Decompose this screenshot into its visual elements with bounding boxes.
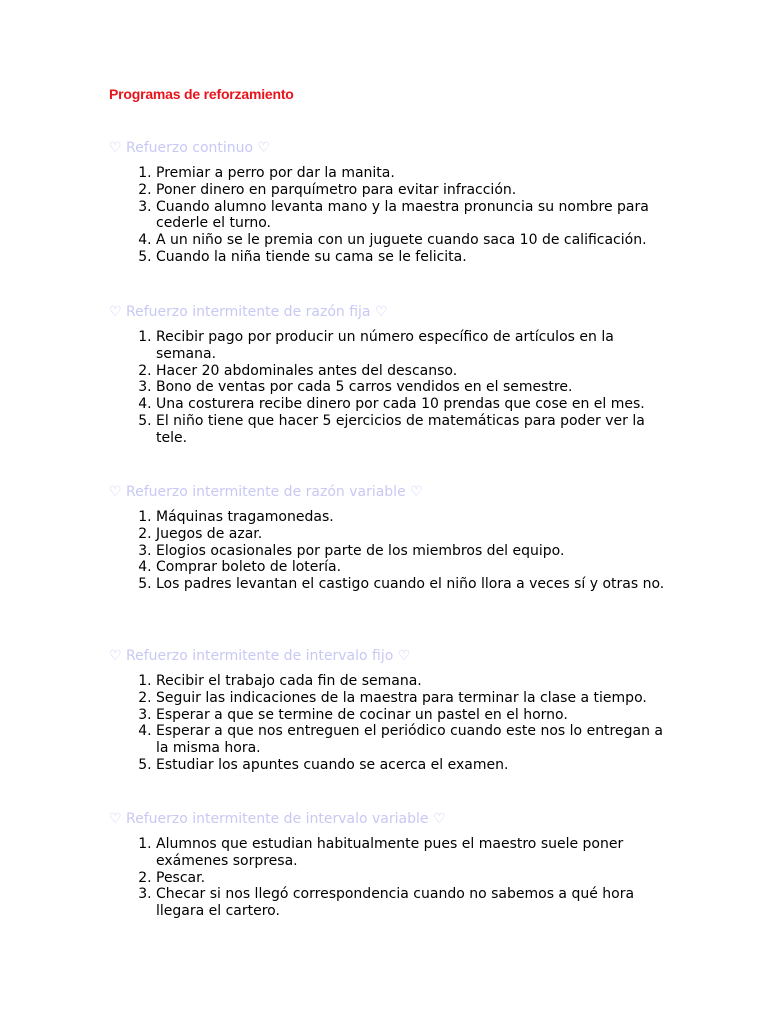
list-item: 2. Poner dinero en parquímetro para evitar infracción. [156, 182, 669, 199]
list-item: 1. Premiar a perro por dar la manita. [156, 165, 669, 182]
list-item: 1. Recibir el trabajo cada fin de semana. [156, 673, 669, 690]
document-title: Programas de reforzamiento [109, 86, 294, 102]
list-item: 2. Pescar. [156, 870, 669, 887]
list-item: 5. Los padres levantan el castigo cuando el niño llora a veces sí y otras no. [156, 576, 669, 593]
item-list [109, 673, 669, 774]
section-heading: ♡ Refuerzo intermitente de razón fija ♡ [109, 304, 388, 320]
list-item: 1. Recibir pago por producir un número específico de artículos en la semana. [156, 329, 669, 363]
item-list [109, 509, 669, 593]
list-item: 5. Estudiar los apuntes cuando se acerca el examen. [156, 757, 669, 774]
section-heading: ♡ Refuerzo intermitente de intervalo variable ♡ [109, 811, 446, 827]
list-item: 1. Máquinas tragamonedas. [156, 509, 669, 526]
list-item: 4. Comprar boleto de lotería. [156, 559, 669, 576]
list-item: 2. Hacer 20 abdominales antes del descanso. [156, 363, 669, 380]
item-list [109, 165, 669, 266]
list-item: 2. Seguir las indicaciones de la maestra para terminar la clase a tiempo. [156, 690, 669, 707]
list-item: 3. Checar si nos llegó correspondencia cuando no sabemos a qué hora llegara el cartero. [156, 886, 669, 920]
section-heading: ♡ Refuerzo intermitente de intervalo fijo ♡ [109, 648, 411, 664]
section-heading: ♡ Refuerzo continuo ♡ [109, 140, 271, 156]
section-heading: ♡ Refuerzo intermitente de razón variable ♡ [109, 484, 423, 500]
list-item: 3. Cuando alumno levanta mano y la maestra pronuncia su nombre para cederle el turno. [156, 199, 669, 233]
list-item: 4. A un niño se le premia con un juguete cuando saca 10 de calificación. [156, 232, 669, 249]
list-item: 3. Esperar a que se termine de cocinar un pastel en el horno. [156, 707, 669, 724]
section-razon-fija [109, 303, 669, 447]
list-item: 1. Alumnos que estudian habitualmente pues el maestro suele poner exámenes sorpresa. [156, 836, 669, 870]
section-intervalo-fijo [109, 647, 669, 774]
list-item: 4. Esperar a que nos entreguen el periódico cuando este nos lo entregan a la misma hora. [156, 723, 669, 757]
section-refuerzo-continuo [109, 139, 669, 266]
section-razon-variable [109, 483, 669, 593]
list-item: 3. Bono de ventas por cada 5 carros vendidos en el semestre. [156, 379, 669, 396]
item-list [109, 329, 669, 447]
list-item: 4. Una costurera recibe dinero por cada 10 prendas que cose en el mes. [156, 396, 669, 413]
list-item: 3. Elogios ocasionales por parte de los miembros del equipo. [156, 543, 669, 560]
list-item: 5. Cuando la niña tiende su cama se le felicita. [156, 249, 669, 266]
list-item: 5. El niño tiene que hacer 5 ejercicios de matemáticas para poder ver la tele. [156, 413, 669, 447]
section-intervalo-variable [109, 810, 669, 920]
item-list [109, 836, 669, 920]
list-item: 2. Juegos de azar. [156, 526, 669, 543]
